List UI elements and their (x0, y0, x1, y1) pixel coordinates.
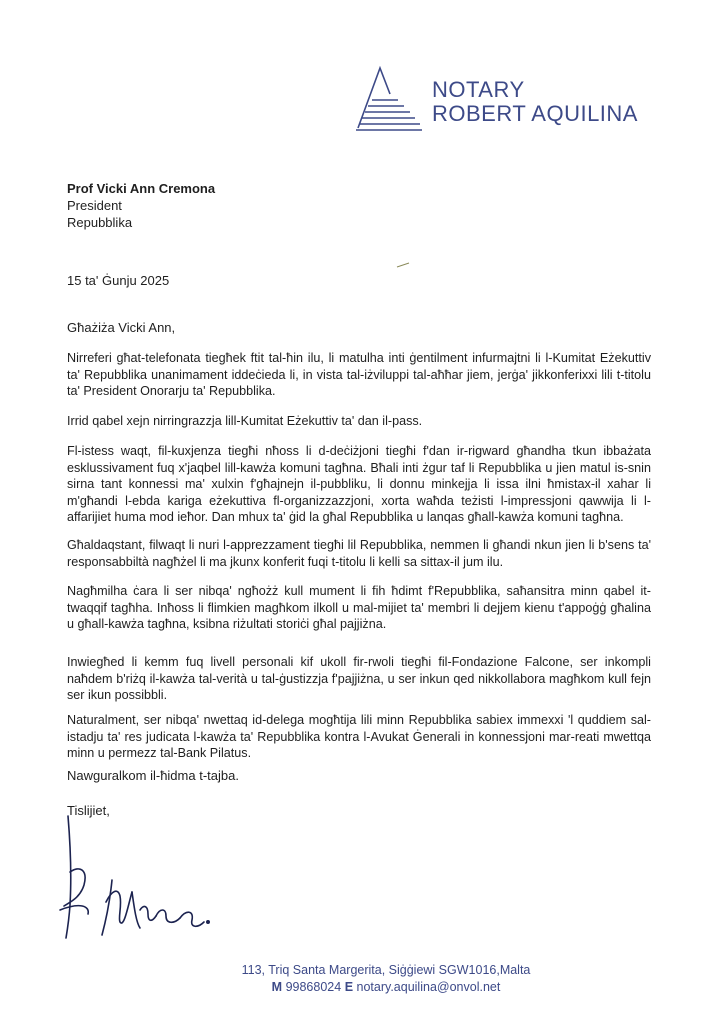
body-paragraph-3: Fl-istess waqt, fil-kuxjenza tiegħi nħoss li d-deċiżjoni tiegħi f'dan ir-rigward għandha tkun ibbażata esklussivament fuq x'jaqbel lill-kawża komuni tagħna. Bħali inti żgur taf li Repubblika u jien matul is-snin sirna tant konnessi ma' xulxin f'għajnejn il-pubbliku, li donnu minkejja li issa ilni ħmistax-il xahar li m'għandi l-ebda kariga eżekuttiva fl-organizzazzjoni, xorta waħda teżisti l-impressjoni qawwija li l-affarijiet huma mod ieħor. Dan mhux ta' ġid la għal Repubblika u lanqas għall-kawża komuni tagħna. (67, 444, 651, 524)
addressee-role: President (67, 198, 122, 213)
letterhead-line1: NOTARY (432, 77, 525, 102)
body-paragraph-1: Nirreferi għat-telefonata tiegħek ftit tal-ħin ilu, li matulha inti ġentilment infurmajtni li l-Kumitat Eżekuttiv ta' Repubblika unanimament iddeċieda li, in vista tal-iżviluppi tal-aħħar jiem, jerġa' jikkonferixxi lili t-titolu ta' President Onorarju ta' Repubblika. (67, 351, 651, 398)
footer-address: 113, Triq Santa Margerita, Siġġiewi SGW1016,Malta (241, 963, 531, 977)
addressee-name: Prof Vicki Ann Cremona (67, 181, 216, 196)
body-paragraph-6: Inwiegħed li kemm fuq livell personali kif ukoll fir-rwoli tiegħi fil-Fondazione Falcone, ser inkompli naħdem b'riżq il-kawża tal-verità u tal-ġustizzja f'pajjiżna, u ser inkun qed nikkollabora magħkom kull fejn ser ikun possibbli. (67, 655, 651, 702)
greeting: Għażiża Vicki Ann, (67, 320, 176, 335)
addressee-organisation: Repubblika (67, 215, 133, 230)
body-paragraph-4: Għaldaqstant, filwaqt li nuri l-apprezzament tiegħi lil Repubblika, nemmen li għandi nkun jien li b'sens ta' responsabbiltà nagħżel li ma jkunx konferit fuqi t-titolu li kelli sa sittax-il jum ilu. (67, 538, 651, 569)
footer-email: notary.aquilina@onvol.net (356, 980, 501, 994)
footer-mobile: 99868024 (285, 980, 342, 994)
body-paragraph-5: Nagħmilha ċara li ser nibqa' ngħożż kull mument li fih ħdimt f'Repubblika, saħansitra minn qabel it-twaqqif tagħha. Inħoss li flimkien magħkom ilkoll u mal-mijiet ta' membri li dejjem kienu t'appoġġ għalina u għall-kawża tagħna, ksibna riżultati storiċi għal pajjiżna. (67, 584, 651, 631)
closing-line: Nawguralkom il-ħidma t-tajba. (67, 768, 239, 783)
footer-mobile-label: M (271, 980, 283, 994)
signature-icon (40, 810, 260, 945)
notary-logo-icon (352, 64, 424, 134)
regards-line: Tislijiet, (67, 803, 110, 818)
footer-email-label: E (344, 980, 354, 994)
letterhead-brand (432, 78, 638, 126)
letter-date: 15 ta' Ġunju 2025 (67, 273, 170, 288)
body-paragraph-7: Naturalment, ser nibqa' nwettaq id-delega mogħtija lili minn Repubblika sabiex immexxi 'l quddiem sal-istadju ta' res judicata l-kawża ta' Repubblika kontra l-Avukat Ġenerali in konnessjoni mar-reati mwettqa minn u permezz tal-Bank Pilatus. (67, 713, 651, 760)
pen-mark-icon (396, 262, 410, 268)
body-paragraph-2: Irrid qabel xejn nirringrazzja lill-Kumitat Eżekuttiv ta' dan il-pass. (67, 414, 423, 428)
footer-contact (24, 980, 724, 994)
letterhead-line2: ROBERT AQUILINA (432, 101, 638, 126)
addressee-block (67, 180, 215, 231)
